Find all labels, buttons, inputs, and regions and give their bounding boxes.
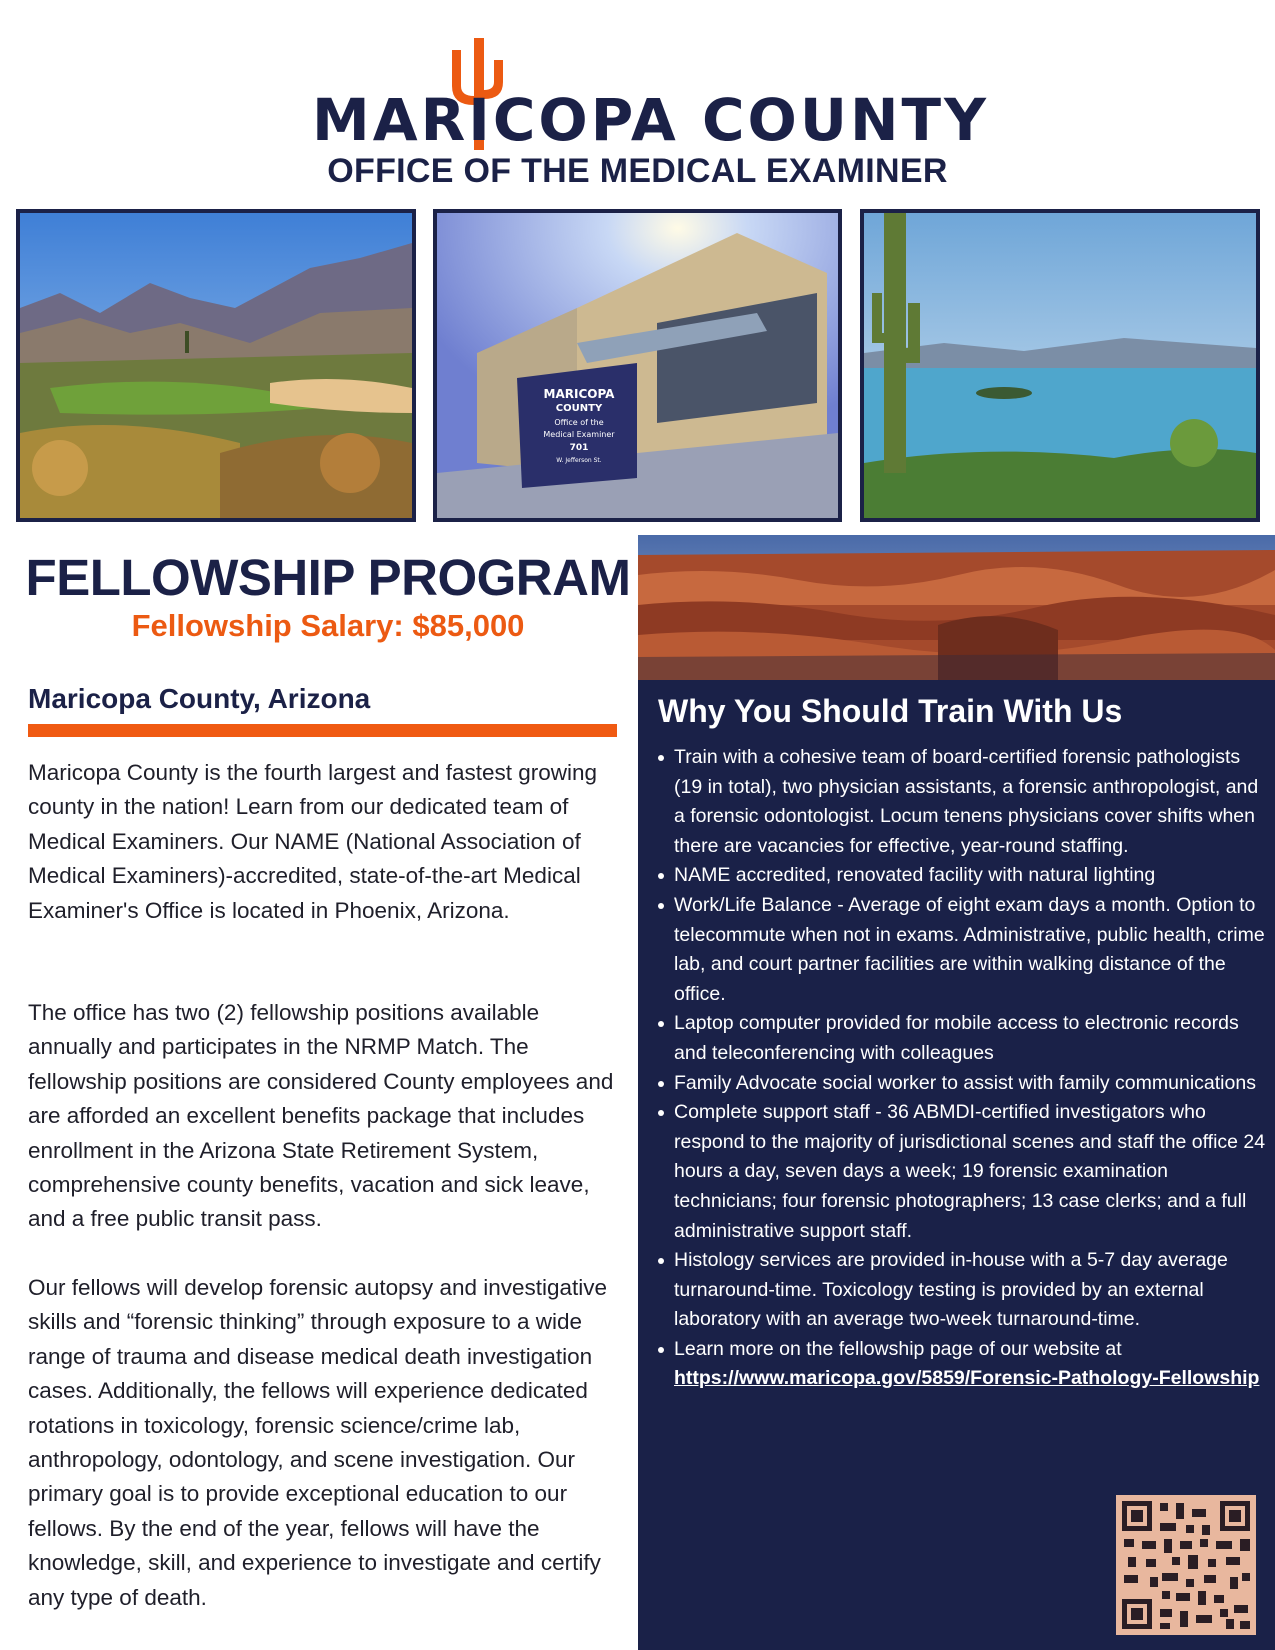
grand-canyon-photo — [638, 535, 1275, 680]
qr-code-icon[interactable] — [1116, 1495, 1256, 1635]
benefits-list — [658, 743, 1268, 1394]
office-title: OFFICE OF THE MEDICAL EXAMINER — [327, 152, 948, 190]
fellowship-program-title: FELLOWSHIP PROGRAM — [25, 549, 631, 606]
fellowship-salary: Fellowship Salary: $85,000 — [131, 608, 525, 643]
training-paragraph: Our fellows will develop forensic autopsy and investigative skills and “forensic thinking” through exposure to a wide range of trauma and disease medical death investigation cases. Additionally, the fellows will experience dedicated rotations in toxicology, forensic science/crime lab, anthropology, odontology, and scene investigation. Our primary goal is to provide exceptional education to our fellows. By the end of the year, fellows will have the knowledge, skill, and experience to investigate and certify any type of death. — [28, 1275, 608, 1610]
location-heading: Maricopa County, Arizona — [28, 683, 371, 714]
desert-golf-photo — [16, 209, 416, 522]
benefit-item-learn-more — [658, 1335, 1268, 1394]
sign-line-3: Office of the — [554, 418, 604, 427]
logo-text: MARICOPA COUNTY — [312, 86, 990, 154]
medical-examiner-building-photo — [433, 209, 842, 522]
learn-more-text: Learn more on the fellowship page of our website at — [674, 1337, 1122, 1360]
benefit-item-work-life: Work/Life Balance - Average of eight exam days a month. Option to telecommute when not in exams. Administrative, public health, crime lab, and court partner facilities are within walking distance of the office. — [658, 891, 1268, 1009]
sign-line-2: COUNTY — [555, 403, 603, 414]
benefit-item-facility: NAME accredited, renovated facility with natural lighting — [658, 861, 1268, 891]
benefit-item-laptop: Laptop computer provided for mobile access to electronic records and teleconferencing with colleagues — [658, 1009, 1268, 1068]
why-train-heading: Why You Should Train With Us — [658, 693, 1123, 729]
benefit-item-team: Train with a cohesive team of board-certified forensic pathologists (19 in total), two physician assistants, a forensic anthropologist, and a forensic odontologist. Locum tenens physicians cover shifts when there are vacancies for effective, year-round staffing. — [658, 743, 1268, 861]
fellowship-website-link[interactable]: https://www.maricopa.gov/5859/Forensic-Pathology-Fellowship — [674, 1367, 1260, 1390]
sign-line-6: W. Jefferson St. — [556, 457, 602, 464]
county-logo — [0, 18, 1275, 154]
benefit-item-support-staff: Complete support staff - 36 ABMDI-certified investigators who respond to the majority of jurisdictional scenes and staff the office 24 hours a day, seven days a week; 19 forensic examination technicians; four forensic photographers; 13 case clerks; and a full administrative support staff. — [658, 1098, 1268, 1246]
sign-line-1: MARICOPA — [543, 387, 615, 401]
lake-saguaro-photo — [860, 209, 1260, 522]
sign-line-5: 701 — [569, 443, 589, 453]
benefit-item-family-advocate: Family Advocate social worker to assist with family communications — [658, 1069, 1268, 1099]
why-train-panel — [638, 535, 1275, 1650]
benefit-item-histology: Histology services are provided in-house with a 5-7 day average turnaround-time. Toxicology testing is provided by an external laboratory with an average two-week turnaround-time. — [658, 1246, 1268, 1335]
orange-divider — [28, 724, 617, 737]
positions-paragraph: The office has two (2) fellowship positions available annually and participates in the NRMP Match. The fellowship positions are considered County employees and are afforded an excellent benefits package that includes enrollment in the Arizona State Retirement System, comprehensive county benefits, vacation and sick leave, and a free public transit pass. — [28, 1000, 614, 1232]
intro-paragraph: Maricopa County is the fourth largest and fastest growing county in the nation! Learn from our dedicated team of Medical Examiners. Our NAME (National Association of Medical Examiners)-accredited, state-of-the-art Medical Examiner's Office is located in Phoenix, Arizona. — [28, 760, 598, 923]
sign-line-4: Medical Examiner — [543, 430, 615, 439]
